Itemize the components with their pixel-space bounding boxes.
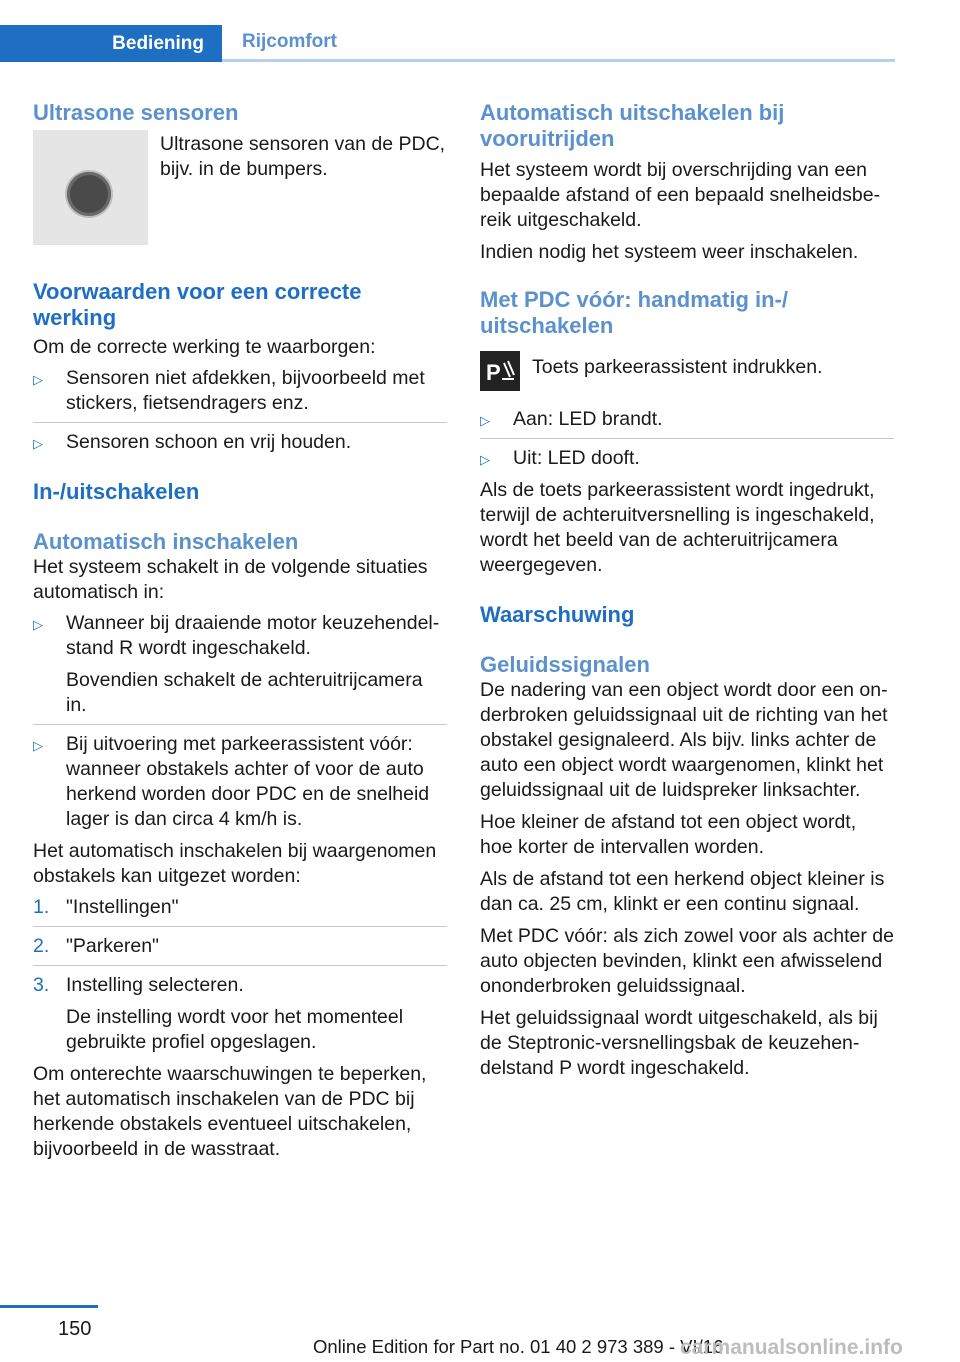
svg-text:P: P — [486, 360, 501, 385]
sounds-p2: Hoe kleiner de afstand tot een object wordt, hoe korter de intervallen worden. — [480, 811, 857, 858]
list-item: 1. "Instellingen" — [33, 896, 179, 918]
divider — [33, 926, 447, 927]
conditions-list — [33, 366, 447, 455]
triangle-right-icon: ▷ — [33, 436, 43, 451]
divider — [480, 438, 894, 439]
triangle-right-icon: ▷ — [33, 738, 43, 753]
sensor-dot-icon — [67, 172, 111, 216]
watermark-logo: carmanualsonline.info — [680, 1336, 903, 1359]
list-item: ▷ Wanneer bij draaiende motor keuzehendelstand R wordt ingeschakeld. Bovendien schakelt de achteruitrijcamera in. — [33, 612, 440, 716]
sensors-text: Ultrasone sensoren van de PDC, bijv. in de bumpers. — [160, 133, 446, 180]
page-number-rule — [0, 1305, 98, 1308]
heading-manual: Met PDC vóór: handmatig in-/ uitschakelen — [480, 287, 788, 338]
page-number: 150 — [58, 1318, 92, 1340]
final-text: Om onterechte waarschuwingen te beperken, het automatisch inschakelen van de PDC bij herkende obstakels eventueel uitschakelen, bijvoorbeeld in de wasstraat. — [33, 1063, 427, 1160]
heading-switch: In-/uitschakelen — [33, 479, 200, 504]
list-item: ▷ Bij uitvoering met parkeerassistent vóór: wanneer obstakels achter of voor de auto herkend worden door PDC en de snelheid lager is dan circa 4 km/h is. — [33, 733, 430, 830]
header-tabs — [0, 25, 895, 62]
auto-off-text2: Indien nodig het systeem weer inschakelen. — [480, 241, 859, 263]
tab-bediening[interactable]: Bediening — [0, 25, 222, 62]
manual-text: Toets parkeerassistent indrukken. — [532, 356, 823, 378]
ultrasonic-sensor-image — [33, 130, 148, 245]
park-assist-button-icon — [480, 351, 520, 391]
heading-ultrasone-sensoren: Ultrasone sensoren — [33, 100, 239, 125]
list-item: ▷ Uit: LED dooft. — [480, 446, 894, 471]
tab-rijcomfort[interactable]: Rijcomfort — [222, 25, 895, 62]
auto-on-list — [33, 611, 447, 832]
heading-sounds: Geluidssignalen — [480, 652, 650, 677]
sounds-p5: Het geluidssignaal wordt uitgeschakeld, als bij de Steptronic-versnellingsbak de keuzehendelstand P wordt ingeschakeld. — [480, 1007, 878, 1079]
heading-auto-on: Automatisch inschakelen — [33, 529, 299, 554]
conditions-intro: Om de correcte werking te waarborgen: — [33, 336, 376, 358]
auto-on-intro: Het systeem schakelt in de volgende situaties automatisch in: — [33, 556, 428, 603]
divider — [33, 422, 447, 423]
list-item: ▷ Sensoren schoon en vrij houden. — [33, 430, 447, 455]
heading-conditions: Voorwaarden voor een correcte werking — [33, 279, 362, 330]
triangle-right-icon: ▷ — [33, 372, 43, 387]
divider — [33, 724, 447, 725]
left-column — [33, 100, 447, 1162]
sounds-p4: Met PDC vóór: als zich zowel voor als achter de auto objecten bevinden, klinkt een afwisselend ononderbroken geluidssignaal. — [480, 925, 894, 997]
edition-text: Online Edition for Part no. 01 40 2 973 389 - VI/16 — [313, 1336, 724, 1357]
auto-off-text: Het automatisch inschakelen bij waargenomen obstakels kan uitgezet worden: — [33, 840, 437, 887]
triangle-right-icon: ▷ — [480, 413, 490, 428]
sounds-p1: De nadering van een object wordt door een onderbroken geluidssignaal uit de richting van het obstakel gesignaleerd. Als bijv. links achter de auto een object wordt waargenomen, klinkt het geluidssignaal uit de luidspreker linksachter. — [480, 679, 888, 801]
camera-text: Als de toets parkeerassistent wordt ingedrukt, terwijl de achteruitversnelling is ingeschakeld, wordt het beeld van de achteruitrijcamera weergegeven. — [480, 479, 875, 576]
manual-list — [480, 407, 894, 471]
auto-off-text1: Het systeem wordt bij overschrijding van een bepaalde afstand of een bepaald snelheidsbereik uitgeschakeld. — [480, 159, 881, 231]
list-item: 2. "Parkeren" — [33, 935, 159, 957]
list-item: ▷ Aan: LED brandt. — [480, 407, 894, 432]
triangle-right-icon: ▷ — [33, 617, 43, 632]
steps-list — [33, 895, 447, 1055]
sounds-p3: Als de afstand tot een herkend object kleiner is dan ca. 25 cm, klinkt er een continu signaal. — [480, 868, 885, 915]
triangle-right-icon: ▷ — [480, 452, 490, 467]
heading-auto-off: Automatisch uitschakelen bij vooruitrijden — [480, 100, 785, 151]
divider — [33, 965, 447, 966]
list-item: 3. Instelling selecteren. De instelling wordt voor het momenteel gebruikte profiel opgeslagen. — [33, 974, 404, 1053]
list-item: ▷ Sensoren niet afdekken, bijvoorbeeld met stickers, fietsendragers enz. — [33, 367, 425, 414]
heading-warning: Waarschuwing — [480, 602, 635, 627]
right-column — [480, 100, 894, 1081]
